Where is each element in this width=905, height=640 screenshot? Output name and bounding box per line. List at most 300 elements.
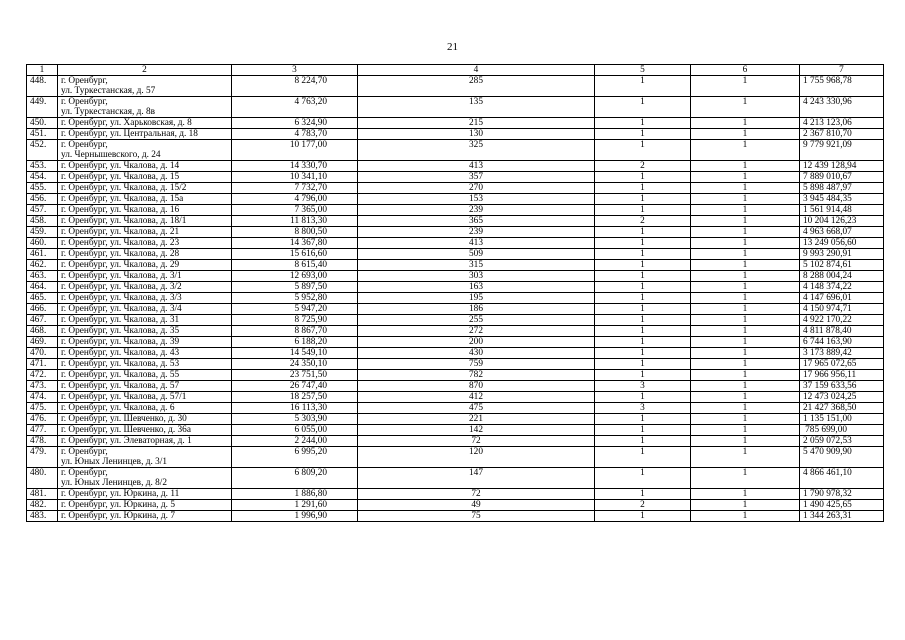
address-cell (58, 97, 232, 118)
col5-cell: 1 (595, 414, 691, 425)
address-line-1: г. Оренбург, ул. Чкалова, д. 3/4 (61, 304, 182, 314)
col5-cell: 1 (595, 140, 691, 161)
row-number: 449. (27, 97, 58, 118)
col4-cell: 759 (358, 359, 595, 370)
cost-cell: 12 473 024,25 (800, 392, 884, 403)
col5-cell: 2 (595, 500, 691, 511)
row-number: 470. (27, 348, 58, 359)
address-line-1: г. Оренбург, ул. Центральная, д. 18 (61, 129, 198, 139)
table-row (27, 161, 884, 172)
area-cell: 14 549,10 (232, 348, 358, 359)
page-number: 21 (447, 41, 458, 53)
area-cell: 14 330,70 (232, 161, 358, 172)
col6-cell: 1 (691, 370, 800, 381)
table-row (27, 381, 884, 392)
table-row (27, 337, 884, 348)
col6-cell: 1 (691, 414, 800, 425)
col4-cell: 72 (358, 436, 595, 447)
table-row (27, 414, 884, 425)
col4-cell: 215 (358, 118, 595, 129)
col5-cell: 1 (595, 205, 691, 216)
row-number: 469. (27, 337, 58, 348)
cost-cell: 5 470 909,90 (800, 447, 884, 468)
table-row (27, 315, 884, 326)
area-cell: 5 952,80 (232, 293, 358, 304)
col4-cell: 315 (358, 260, 595, 271)
area-cell: 5 947,20 (232, 304, 358, 315)
cost-cell: 2 059 072,53 (800, 436, 884, 447)
area-cell: 1 996,90 (232, 511, 358, 522)
address-cell (58, 260, 232, 271)
col6-cell: 1 (691, 161, 800, 172)
cost-cell: 785 699,00 (800, 425, 884, 436)
col4-cell: 72 (358, 489, 595, 500)
cost-cell: 5 898 487,97 (800, 183, 884, 194)
area-cell: 1 886,80 (232, 489, 358, 500)
col6-cell: 1 (691, 249, 800, 260)
address-cell (58, 304, 232, 315)
table-row (27, 326, 884, 337)
col5-cell: 1 (595, 315, 691, 326)
area-cell: 7 365,00 (232, 205, 358, 216)
address-line-1: г. Оренбург, ул. Чкалова, д. 3/2 (61, 282, 182, 292)
col6-cell: 1 (691, 489, 800, 500)
col4-cell: 255 (358, 315, 595, 326)
col4-cell: 782 (358, 370, 595, 381)
cost-cell: 4 922 170,22 (800, 315, 884, 326)
table-row (27, 282, 884, 293)
col6-cell: 1 (691, 381, 800, 392)
address-cell (58, 183, 232, 194)
col5-cell: 1 (595, 348, 691, 359)
col4-cell: 412 (358, 392, 595, 403)
col4-cell: 303 (358, 271, 595, 282)
address-cell (58, 468, 232, 489)
table-row (27, 370, 884, 381)
col6-cell: 1 (691, 97, 800, 118)
col6-cell: 1 (691, 282, 800, 293)
area-cell: 12 693,00 (232, 271, 358, 282)
area-cell: 6 809,20 (232, 468, 358, 489)
table-row (27, 425, 884, 436)
col4-cell: 153 (358, 194, 595, 205)
address-cell (58, 359, 232, 370)
row-number: 459. (27, 227, 58, 238)
col-header: 6 (691, 65, 800, 76)
cost-cell: 9 779 921,09 (800, 140, 884, 161)
col5-cell: 1 (595, 436, 691, 447)
col5-cell: 1 (595, 271, 691, 282)
address-cell (58, 370, 232, 381)
col6-cell: 1 (691, 260, 800, 271)
cost-cell: 1 490 425,65 (800, 500, 884, 511)
area-cell: 7 732,70 (232, 183, 358, 194)
col5-cell: 1 (595, 172, 691, 183)
address-cell (58, 392, 232, 403)
col6-cell: 1 (691, 392, 800, 403)
row-number: 480. (27, 468, 58, 489)
area-cell: 15 616,60 (232, 249, 358, 260)
address-cell (58, 489, 232, 500)
col6-cell: 1 (691, 511, 800, 522)
col6-cell: 1 (691, 172, 800, 183)
col5-cell: 1 (595, 392, 691, 403)
col-header: 1 (27, 65, 58, 76)
table-row (27, 97, 884, 118)
row-number: 463. (27, 271, 58, 282)
col4-cell: 365 (358, 216, 595, 227)
col6-cell: 1 (691, 205, 800, 216)
header-row (27, 65, 884, 76)
col5-cell: 1 (595, 425, 691, 436)
area-cell: 8 800,50 (232, 227, 358, 238)
address-cell (58, 293, 232, 304)
col-header: 2 (58, 65, 232, 76)
row-number: 450. (27, 118, 58, 129)
col6-cell: 1 (691, 447, 800, 468)
col-header: 7 (800, 65, 884, 76)
row-number: 481. (27, 489, 58, 500)
address-cell (58, 249, 232, 260)
col6-cell: 1 (691, 227, 800, 238)
address-line-1: г. Оренбург, ул. Чкалова, д. 28 (61, 249, 180, 259)
address-cell (58, 140, 232, 161)
address-line-1: г. Оренбург, ул. Шевченко, д. 36а (61, 425, 191, 435)
area-cell: 18 257,50 (232, 392, 358, 403)
address-line-2: ул. Чернышевского, д. 24 (61, 150, 161, 160)
col6-cell: 1 (691, 238, 800, 249)
area-cell: 4 783,70 (232, 129, 358, 140)
address-cell (58, 403, 232, 414)
address-cell (58, 381, 232, 392)
table-row (27, 118, 884, 129)
col6-cell: 1 (691, 304, 800, 315)
row-number: 454. (27, 172, 58, 183)
area-cell: 1 291,60 (232, 500, 358, 511)
table-row (27, 436, 884, 447)
table-row (27, 140, 884, 161)
address-line-1: г. Оренбург, ул. Чкалова, д. 29 (61, 260, 180, 270)
row-number: 475. (27, 403, 58, 414)
col4-cell: 413 (358, 238, 595, 249)
table-row (27, 249, 884, 260)
row-number: 458. (27, 216, 58, 227)
col4-cell: 285 (358, 76, 595, 97)
table-row (27, 76, 884, 97)
col6-cell: 1 (691, 348, 800, 359)
cost-cell: 4 147 696,01 (800, 293, 884, 304)
col6-cell: 1 (691, 468, 800, 489)
row-number: 462. (27, 260, 58, 271)
row-number: 482. (27, 500, 58, 511)
col4-cell: 200 (358, 337, 595, 348)
address-line-1: г. Оренбург, ул. Чкалова, д. 39 (61, 337, 180, 347)
col5-cell: 2 (595, 216, 691, 227)
address-cell (58, 348, 232, 359)
row-number: 477. (27, 425, 58, 436)
row-number: 452. (27, 140, 58, 161)
table-row (27, 238, 884, 249)
row-number: 473. (27, 381, 58, 392)
address-line-1: г. Оренбург, ул. Чкалова, д. 16 (61, 205, 180, 215)
table-row (27, 348, 884, 359)
area-cell: 6 995,20 (232, 447, 358, 468)
col5-cell: 1 (595, 129, 691, 140)
address-cell (58, 337, 232, 348)
address-cell (58, 447, 232, 468)
row-number: 483. (27, 511, 58, 522)
col4-cell: 430 (358, 348, 595, 359)
address-line-1: г. Оренбург, ул. Чкалова, д. 23 (61, 238, 180, 248)
cost-cell: 3 945 484,35 (800, 194, 884, 205)
col4-cell: 357 (358, 172, 595, 183)
address-line-1: г. Оренбург, ул. Чкалова, д. 31 (61, 315, 180, 325)
table-row (27, 260, 884, 271)
col4-cell: 75 (358, 511, 595, 522)
col6-cell: 1 (691, 315, 800, 326)
address-line-1: г. Оренбург, ул. Чкалова, д. 15/2 (61, 183, 187, 193)
table-row (27, 359, 884, 370)
table-row (27, 194, 884, 205)
table-row (27, 205, 884, 216)
area-cell: 6 055,00 (232, 425, 358, 436)
address-line-1: г. Оренбург, ул. Чкалова, д. 14 (61, 161, 180, 171)
table-row (27, 216, 884, 227)
address-line-1: г. Оренбург, (61, 468, 108, 478)
address-cell (58, 205, 232, 216)
cost-cell: 4 213 123,06 (800, 118, 884, 129)
table-row (27, 392, 884, 403)
address-cell (58, 227, 232, 238)
col5-cell: 2 (595, 161, 691, 172)
area-cell: 8 615,40 (232, 260, 358, 271)
col6-cell: 1 (691, 436, 800, 447)
cost-cell: 1 561 914,48 (800, 205, 884, 216)
address-line-1: г. Оренбург, (61, 97, 108, 107)
col4-cell: 130 (358, 129, 595, 140)
cost-cell: 37 159 633,56 (800, 381, 884, 392)
address-line-1: г. Оренбург, (61, 76, 108, 86)
col6-cell: 1 (691, 425, 800, 436)
row-number: 476. (27, 414, 58, 425)
col6-cell: 1 (691, 326, 800, 337)
area-cell: 4 796,00 (232, 194, 358, 205)
col5-cell: 1 (595, 370, 691, 381)
address-cell (58, 436, 232, 447)
table-row (27, 500, 884, 511)
cost-cell: 4 866 461,10 (800, 468, 884, 489)
row-number: 474. (27, 392, 58, 403)
address-cell (58, 194, 232, 205)
area-cell: 8 725,90 (232, 315, 358, 326)
address-line-1: г. Оренбург, ул. Харьковская, д. 8 (61, 118, 192, 128)
table-row (27, 183, 884, 194)
col4-cell: 195 (358, 293, 595, 304)
col4-cell: 163 (358, 282, 595, 293)
table-row (27, 468, 884, 489)
area-cell: 6 188,20 (232, 337, 358, 348)
cost-cell: 4 963 668,07 (800, 227, 884, 238)
row-number: 448. (27, 76, 58, 97)
address-line-1: г. Оренбург, ул. Чкалова, д. 3/3 (61, 293, 182, 303)
area-cell: 11 813,30 (232, 216, 358, 227)
col4-cell: 221 (358, 414, 595, 425)
cost-cell: 9 993 290,91 (800, 249, 884, 260)
col-header: 4 (358, 65, 595, 76)
row-number: 467. (27, 315, 58, 326)
area-cell: 24 350,10 (232, 359, 358, 370)
address-line-1: г. Оренбург, (61, 140, 108, 150)
row-number: 456. (27, 194, 58, 205)
address-line-1: г. Оренбург, ул. Чкалова, д. 15 (61, 172, 180, 182)
col5-cell: 1 (595, 359, 691, 370)
col5-cell: 1 (595, 227, 691, 238)
address-cell (58, 282, 232, 293)
table-row (27, 271, 884, 282)
cost-cell: 7 889 010,67 (800, 172, 884, 183)
cost-cell: 1 344 263,31 (800, 511, 884, 522)
col6-cell: 1 (691, 129, 800, 140)
address-line-1: г. Оренбург, ул. Чкалова, д. 57/1 (61, 392, 187, 402)
table-row (27, 129, 884, 140)
area-cell: 8 867,70 (232, 326, 358, 337)
area-cell: 8 224,70 (232, 76, 358, 97)
row-number: 465. (27, 293, 58, 304)
col4-cell: 270 (358, 183, 595, 194)
housing-table (26, 64, 884, 522)
cost-cell: 4 243 330,96 (800, 97, 884, 118)
cost-cell: 13 249 056,60 (800, 238, 884, 249)
address-cell (58, 76, 232, 97)
row-number: 464. (27, 282, 58, 293)
col6-cell: 1 (691, 359, 800, 370)
col6-cell: 1 (691, 337, 800, 348)
table-row (27, 403, 884, 414)
address-line-1: г. Оренбург, ул. Чкалова, д. 55 (61, 370, 180, 380)
col5-cell: 1 (595, 337, 691, 348)
address-cell (58, 172, 232, 183)
col5-cell: 1 (595, 194, 691, 205)
table-row (27, 304, 884, 315)
row-number: 460. (27, 238, 58, 249)
cost-cell: 12 439 128,94 (800, 161, 884, 172)
col6-cell: 1 (691, 500, 800, 511)
col-header: 3 (232, 65, 358, 76)
cost-cell: 17 965 072,65 (800, 359, 884, 370)
row-number: 472. (27, 370, 58, 381)
col5-cell: 1 (595, 293, 691, 304)
row-number: 466. (27, 304, 58, 315)
address-line-1: г. Оренбург, ул. Элеваторная, д. 1 (61, 436, 192, 446)
col6-cell: 1 (691, 403, 800, 414)
address-cell (58, 511, 232, 522)
row-number: 453. (27, 161, 58, 172)
cost-cell: 10 204 126,23 (800, 216, 884, 227)
col6-cell: 1 (691, 194, 800, 205)
address-line-1: г. Оренбург, ул. Чкалова, д. 35 (61, 326, 180, 336)
address-line-2: ул. Юных Ленинцев, д. 3/1 (61, 457, 167, 467)
col4-cell: 120 (358, 447, 595, 468)
col5-cell: 1 (595, 183, 691, 194)
area-cell: 16 113,30 (232, 403, 358, 414)
col6-cell: 1 (691, 140, 800, 161)
cost-cell: 3 173 889,42 (800, 348, 884, 359)
row-number: 457. (27, 205, 58, 216)
row-number: 471. (27, 359, 58, 370)
col4-cell: 509 (358, 249, 595, 260)
col-header: 5 (595, 65, 691, 76)
row-number: 479. (27, 447, 58, 468)
cost-cell: 4 150 974,71 (800, 304, 884, 315)
col5-cell: 1 (595, 447, 691, 468)
address-line-1: г. Оренбург, ул. Чкалова, д. 3/1 (61, 271, 182, 281)
area-cell: 5 897,50 (232, 282, 358, 293)
col6-cell: 1 (691, 183, 800, 194)
col6-cell: 1 (691, 216, 800, 227)
address-line-1: г. Оренбург, ул. Чкалова, д. 53 (61, 359, 180, 369)
col4-cell: 272 (358, 326, 595, 337)
row-number: 451. (27, 129, 58, 140)
col4-cell: 239 (358, 205, 595, 216)
address-line-2: ул. Туркестанская, д. 57 (61, 86, 156, 96)
cost-cell: 17 966 956,11 (800, 370, 884, 381)
cost-cell: 4 811 878,40 (800, 326, 884, 337)
col4-cell: 49 (358, 500, 595, 511)
address-cell (58, 216, 232, 227)
address-cell (58, 414, 232, 425)
address-cell (58, 271, 232, 282)
area-cell: 26 747,40 (232, 381, 358, 392)
address-cell (58, 425, 232, 436)
col5-cell: 1 (595, 76, 691, 97)
col5-cell: 1 (595, 468, 691, 489)
col6-cell: 1 (691, 271, 800, 282)
address-line-1: г. Оренбург, ул. Чкалова, д. 6 (61, 403, 175, 413)
address-cell (58, 161, 232, 172)
col4-cell: 142 (358, 425, 595, 436)
address-line-1: г. Оренбург, ул. Юркина, д. 5 (61, 500, 175, 510)
col5-cell: 1 (595, 326, 691, 337)
row-number: 468. (27, 326, 58, 337)
area-cell: 2 244,00 (232, 436, 358, 447)
table-row (27, 511, 884, 522)
table-row (27, 172, 884, 183)
address-cell (58, 500, 232, 511)
cost-cell: 8 288 004,24 (800, 271, 884, 282)
address-line-1: г. Оренбург, ул. Юркина, д. 11 (61, 489, 180, 499)
col5-cell: 1 (595, 489, 691, 500)
address-line-2: ул. Юных Ленинцев, д. 8/2 (61, 478, 167, 488)
cost-cell: 5 102 874,61 (800, 260, 884, 271)
table-row (27, 447, 884, 468)
address-line-1: г. Оренбург, ул. Шевченко, д. 30 (61, 414, 187, 424)
col5-cell: 1 (595, 118, 691, 129)
address-cell (58, 326, 232, 337)
col6-cell: 1 (691, 118, 800, 129)
table-row (27, 227, 884, 238)
col4-cell: 413 (358, 161, 595, 172)
col5-cell: 1 (595, 238, 691, 249)
row-number: 455. (27, 183, 58, 194)
area-cell: 10 177,00 (232, 140, 358, 161)
col5-cell: 1 (595, 511, 691, 522)
area-cell: 14 367,80 (232, 238, 358, 249)
col5-cell: 1 (595, 282, 691, 293)
col6-cell: 1 (691, 293, 800, 304)
cost-cell: 2 367 810,70 (800, 129, 884, 140)
table-row (27, 489, 884, 500)
col6-cell: 1 (691, 76, 800, 97)
